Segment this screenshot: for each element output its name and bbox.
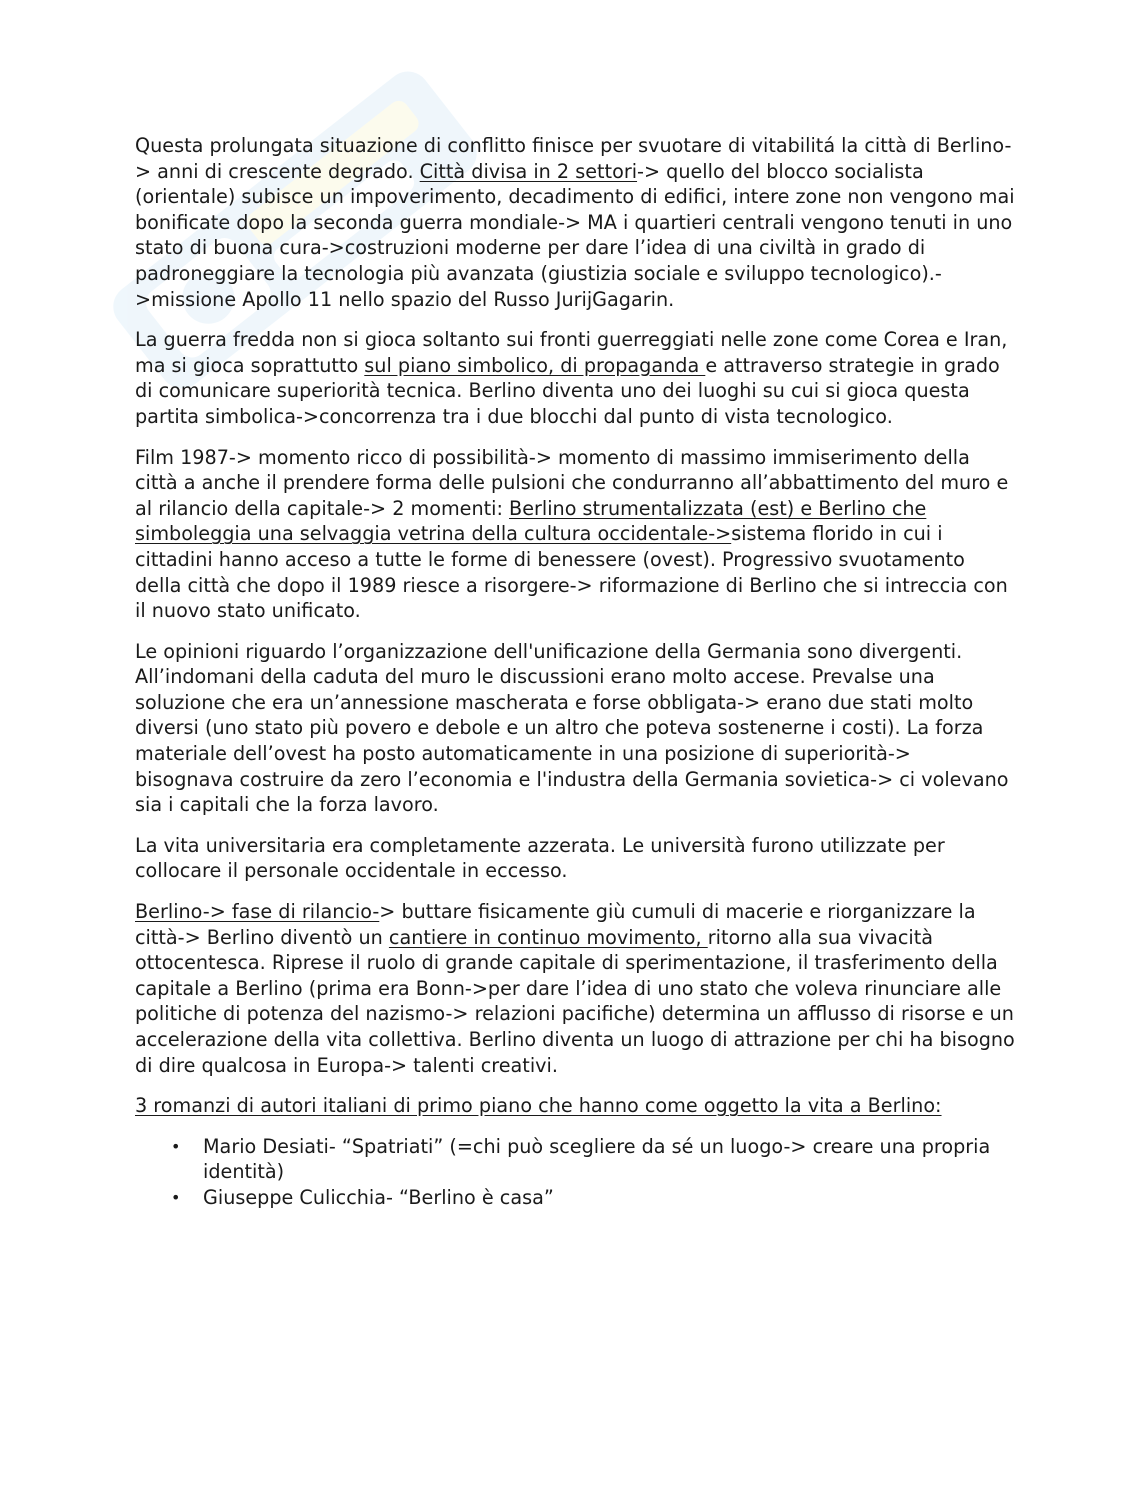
bullet-list bbox=[135, 1134, 1015, 1211]
underlined-text: sul piano simbolico, di propaganda bbox=[364, 353, 706, 377]
text-run: La guerra fredda non si gioca soltanto sui fronti guerreggiati nelle zone come Corea e Iran, ma si gioca soprattutto bbox=[135, 328, 1008, 377]
underlined-text: Berlino-> fase di rilancio- bbox=[135, 900, 380, 924]
text-run: Questa prolungata situazione di conflitto finisce per svuotare di vitabilitá la città di Berlino-> anni di crescente degrado. bbox=[135, 134, 1012, 183]
underlined-text: cantiere in continuo movimento, bbox=[388, 925, 708, 949]
list-item-text: Mario Desiati- “Spatriati” (=chi può scegliere da sé un luogo-> creare una propria identità) bbox=[203, 1134, 991, 1184]
text-run: e attraverso strategie in grado di comunicare superiorità tecnica. Berlino diventa uno dei luoghi su cui si gioca questa partita simbolica->concorrenza tra i due blocchi dal punto di vista tecnologico. bbox=[135, 353, 1000, 428]
underlined-text: 3 romanzi di autori italiani di primo piano che hanno come oggetto la vita a Berlino: bbox=[135, 1094, 942, 1118]
bullet-icon: • bbox=[171, 1136, 181, 1156]
list-item bbox=[135, 1134, 1015, 1185]
paragraph bbox=[135, 899, 1015, 1078]
list-item-text: Giuseppe Culicchia- “Berlino è casa” bbox=[203, 1185, 554, 1209]
text-run: Film 1987-> momento ricco di possibilità-> momento di massimo immiserimento della città a anche il prendere forma delle pulsioni che condurranno all’abbattimento del muro e al rilancio della capitale-> 2 momenti: bbox=[135, 445, 1009, 520]
paragraph bbox=[135, 1093, 1015, 1119]
paragraph bbox=[135, 639, 1015, 818]
paragraph bbox=[135, 133, 1015, 312]
text-run: La vita universitaria era completamente azzerata. Le università furono utilizzate per collocare il personale occidentale in eccesso. bbox=[135, 833, 945, 883]
paragraph bbox=[135, 327, 1015, 429]
text-run: -> quello del blocco socialista (orientale) subisce un impoverimento, decadimento di edifici, intere zone non vengono mai bonificate dopo la seconda guerra mondiale-> MA i quartieri centrali vengono tenuti in uno stato di buona cura->costruzioni moderne per dare l’idea di una civiltà in grado di padroneggiare la tecnologia più avanzata (giustizia sociale e sviluppo tecnologico).->missione Apollo 11 nello spazio del Russo JurijGagarin. bbox=[135, 159, 1015, 311]
bullet-icon: • bbox=[171, 1187, 181, 1207]
paragraph bbox=[135, 445, 1015, 624]
text-run: ritorno alla sua vivacità ottocentesca. Riprese il ruolo di grande capitale di sperimentazione, il trasferimento della capitale a Berlino (prima era Bonn->per dare l’idea di uno stato che voleva rinunciare alle politiche di potenza del nazismo-> relazioni pacifiche) determina un afflusso di risorse e un accelerazione della vita collettiva. Berlino diventa un luogo di attrazione per chi ha bisogno di dire qualcosa in Europa-> talenti creativi. bbox=[135, 925, 1015, 1077]
text-run: > buttare fisicamente giù cumuli di macerie e riorganizzare la città-> Berlino diventò un bbox=[135, 900, 976, 949]
document-body bbox=[135, 133, 1015, 1211]
underlined-text: Città divisa in 2 settori bbox=[419, 159, 638, 183]
list-item bbox=[135, 1185, 1015, 1211]
paragraph bbox=[135, 833, 1015, 884]
text-run: Le opinioni riguardo l’organizzazione dell'unificazione della Germania sono divergenti. All’indomani della caduta del muro le discussioni erano molto accese. Prevalse una soluzione che era un’annessione mascherata e forse obbligata-> erano due stati molto diversi (uno stato più povero e debole e un altro che poteva sostenerne i costi). La forza materiale dell’ovest ha posto automaticamente in una posizione di superiorità-> bisognava costruire da zero l’economia e l'industra della Germania sovietica-> ci volevano sia i capitali che la forza lavoro. bbox=[135, 639, 1009, 817]
underlined-text: Berlino strumentalizzata (est) e Berlino che simboleggia una selvaggia vetrina della cultura occidentale-> bbox=[135, 496, 927, 546]
text-run: sistema florido in cui i cittadini hanno acceso a tutte le forme di benessere (ovest). Progressivo svuotamento della città che dopo il 1989 riesce a risorgere-> riformazione di Berlino che si intreccia con il nuovo stato unificato. bbox=[135, 522, 1008, 623]
